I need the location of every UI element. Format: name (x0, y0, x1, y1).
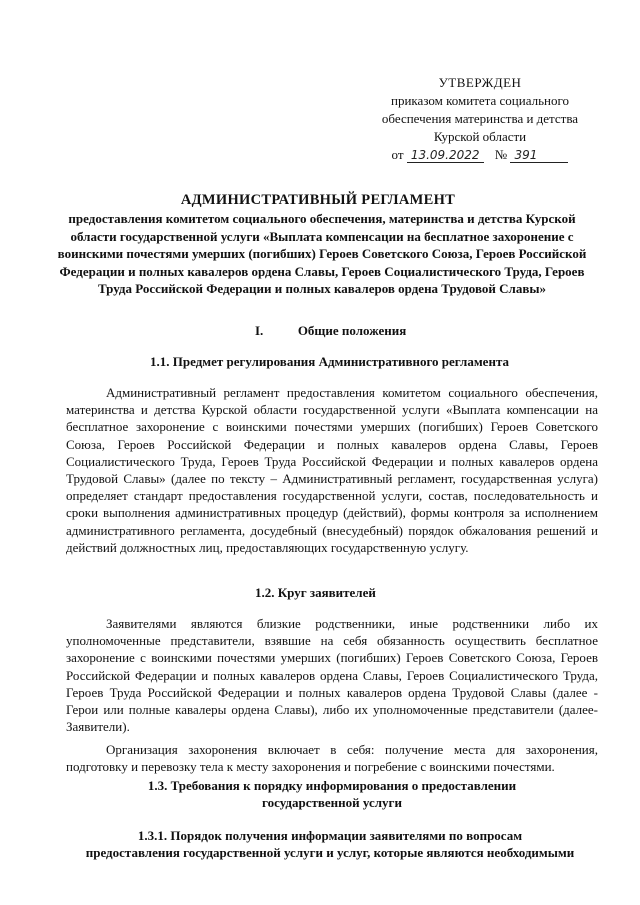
section-1-3-title-line-1: 1.3. Требования к порядку информирования о предоставлении (147, 778, 517, 793)
document-title: АДМИНИСТРАТИВНЫЙ РЕГЛАМЕНТ (180, 192, 456, 208)
section-1-3-title (66, 777, 598, 811)
section-1-3-title-line-2: государственной услуги (262, 795, 402, 810)
section-1-1-paragraph: Административный регламент предоставления комитетом социального обеспечения, материнства и детства Курской области государственной услуги «Выплата компенсации на бесплатное захоронение с воинскими почестями умерших (погибших) Героев Советского Союза, Героев Российской Федерации и полных кавалеров ордена Славы, Героев Социалистического Труда, Героев Труда Российской Федерации и полных кавалеров ордена Трудовой Славы» (далее по тексту – Административный регламент, государственная услуга) определяет стандарт предоставления государственной услуги, состав, последовательность и сроки выполнения административных процедур (действий), формы контроля за исполнением административного регламента, досудебный (внесудебный) порядок обжалования решений и действий должностных лиц, предоставляющих государственную услугу. (66, 385, 598, 555)
approval-block (360, 74, 600, 164)
section-1-3-1-title-line-1: 1.3.1. Порядок получения информации заявителями по вопросам (137, 828, 523, 843)
section-1-title: Общие положения (297, 323, 407, 338)
approval-date: 13.09.2022 (407, 148, 484, 163)
section-1-1-title: 1.1. Предмет регулирования Административного регламента (150, 354, 509, 369)
document-subtitle: предоставления комитетом социального обеспечения, материнства и детства Курской области государственной услуги «Выплата компенсации на бесплатное захоронение с воинскими почестями умерших (погибших) Героев Советского Союза, Героев Российской Федерации и полных кавалеров ордена Славы, Героев Социалистического Труда, Героев Труда Российской Федерации и полных кавалеров ордена Трудовой Славы» (57, 211, 587, 296)
approval-line-1: приказом комитета социального (391, 93, 569, 108)
approval-line-2: обеспечения материнства и детства (381, 111, 579, 126)
section-1-2-paragraph-1: Заявителями являются близкие родственники, иные родственники либо их уполномоченные представители, взявшие на себя обязанность осуществить бесплатное захоронение с воинскими почестями умерших (погибших) Героев Советского Союза, Героев Российской Федерации и полных кавалеров ордена Славы, Героев Социалистического Труда, Героев Труда Российской Федерации и полных кавалеров ордена Трудовой Славы (далее - Герои или полные кавалеры ордена Славы), либо их уполномоченные представители (далее- Заявители). (66, 616, 598, 735)
section-1-heading (255, 322, 406, 339)
section-1-2-title: 1.2. Круг заявителей (255, 585, 376, 600)
approval-number: 391 (510, 148, 568, 163)
approval-date-line (360, 146, 600, 164)
number-prefix: № (494, 147, 508, 162)
section-1-3-1-title (56, 827, 604, 861)
section-1-3-1-title-line-2: предоставления государственной услуги и услуг, которые являются необходимыми (85, 845, 575, 860)
section-1-2-paragraph-2: Организация захоронения включает в себя: получение места для захоронения, подготовку и перевозку тела к месту захоронения и погребение с воинскими почестями. (66, 742, 598, 775)
date-prefix: от (391, 147, 404, 162)
approval-title: УТВЕРЖДЕН (438, 75, 522, 90)
section-1-number: I. (255, 323, 264, 338)
approval-line-3: Курской области (433, 129, 527, 144)
